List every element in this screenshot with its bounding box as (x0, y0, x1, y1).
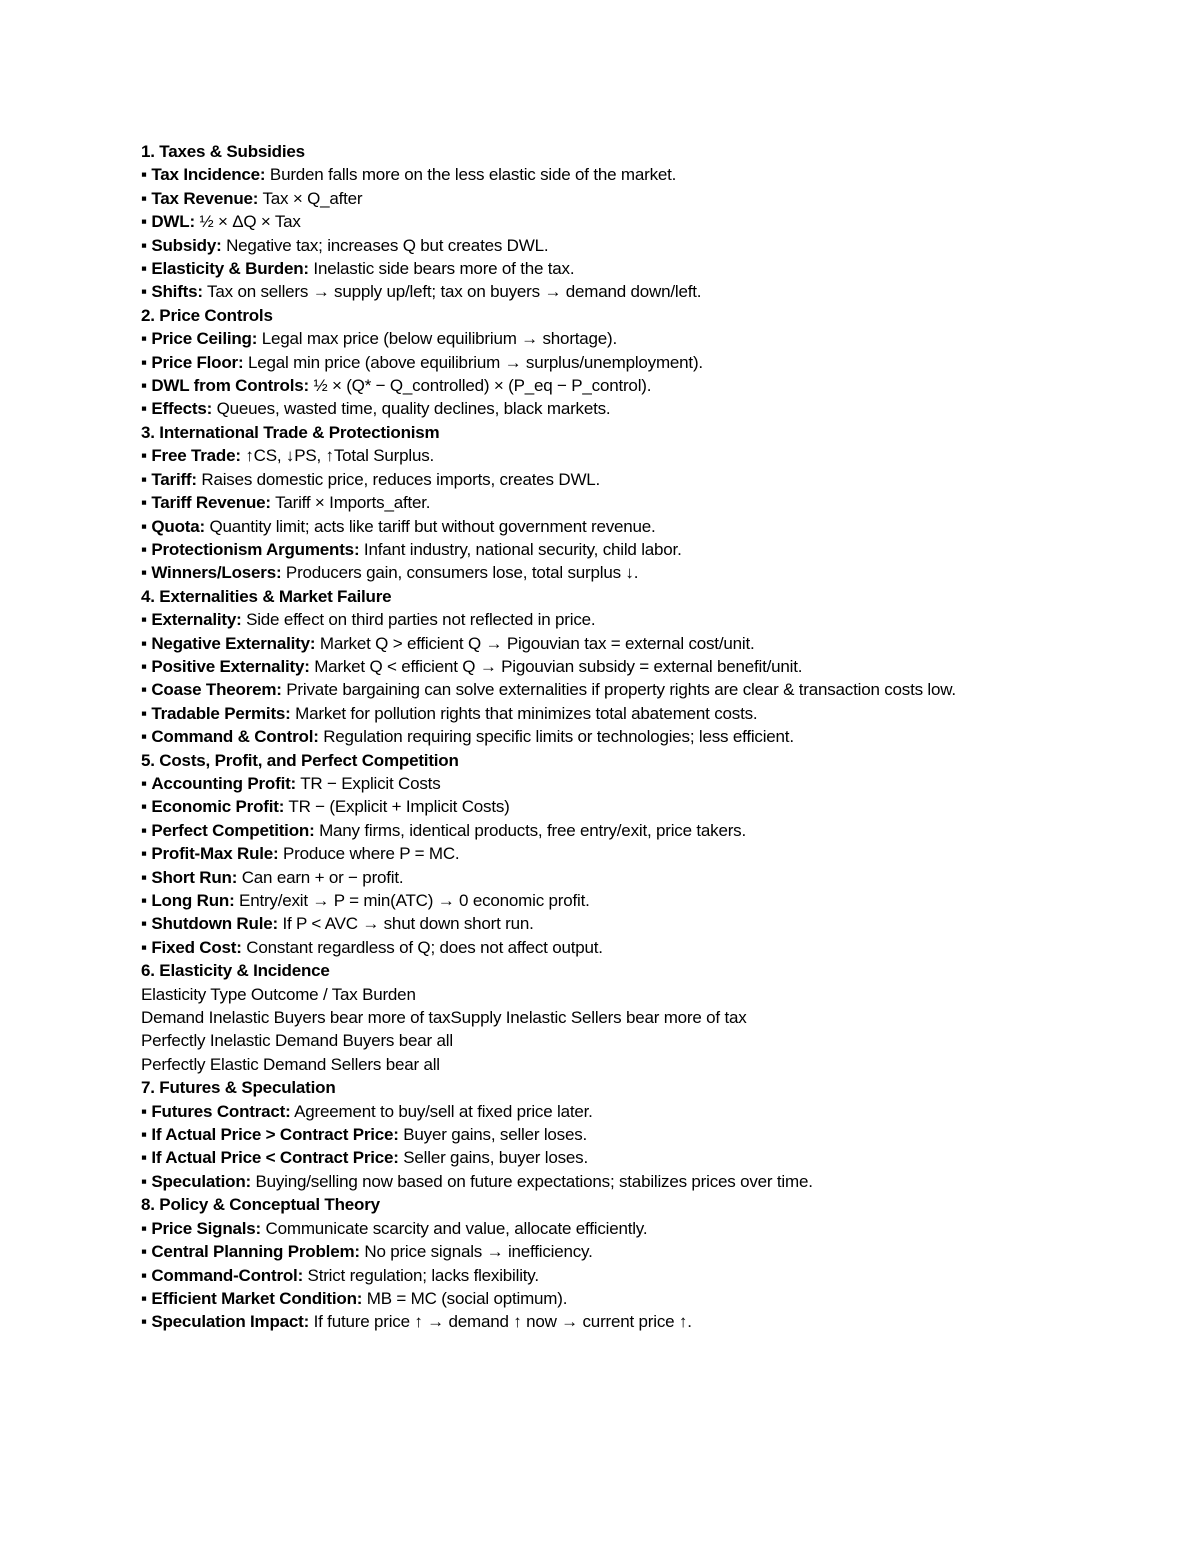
item-term: Positive Externality: (151, 656, 310, 676)
item-text: Market for pollution rights that minimizes total abatement costs. (290, 703, 758, 723)
item-text: Tax on sellers → supply up/left; tax on buyers → demand down/left. (202, 282, 702, 302)
item-term: Negative Externality: (151, 633, 316, 653)
item-text: Can earn + or − profit. (237, 867, 404, 887)
section-heading: 4. Externalities & Market Failure (141, 586, 392, 606)
bullet-marker: ▪ (141, 1171, 152, 1191)
bullet-item (141, 491, 1161, 514)
item-term: Elasticity & Burden: (151, 259, 309, 279)
item-term: Price Signals: (151, 1218, 261, 1238)
section-heading: 5. Costs, Profit, and Perfect Competition (141, 750, 459, 770)
item-text: Regulation requiring specific limits or technologies; less efficient. (318, 727, 794, 747)
bullet-item (141, 912, 1161, 935)
item-text: Market Q < efficient Q → Pigouvian subsidy = external benefit/unit. (309, 656, 803, 676)
item-text: ½ × (Q* − Q_controlled) × (P_eq − P_control). (308, 376, 652, 396)
bullet-item (141, 561, 1161, 584)
bullet-item (141, 515, 1161, 538)
bullet-item (141, 327, 1161, 350)
item-text: Agreement to buy/sell at fixed price later. (290, 1101, 593, 1121)
item-term: Tariff: (151, 469, 197, 489)
bullet-marker: ▪ (141, 188, 152, 208)
bullet-marker: ▪ (141, 1148, 152, 1168)
item-term: Tariff Revenue: (151, 493, 271, 513)
bullet-item (141, 397, 1161, 420)
item-term: Tradable Permits: (151, 703, 291, 723)
bullet-item (141, 866, 1161, 889)
item-term: Effects: (151, 399, 213, 419)
item-text: No price signals → inefficiency. (359, 1242, 593, 1262)
item-term: Central Planning Problem: (151, 1242, 360, 1262)
bullet-item (141, 889, 1161, 912)
bullet-marker: ▪ (141, 820, 152, 840)
item-term: Futures Contract: (151, 1101, 291, 1121)
item-term: If Actual Price > Contract Price: (151, 1125, 399, 1145)
item-text: Buyer gains, seller loses. (398, 1125, 588, 1145)
item-term: Command & Control: (151, 727, 319, 747)
bullet-marker: ▪ (141, 937, 152, 957)
bullet-marker: ▪ (141, 773, 152, 793)
section-heading: 3. International Trade & Protectionism (141, 422, 440, 442)
item-text: Burden falls more on the less elastic side of the market. (265, 165, 677, 185)
bullet-item (141, 1310, 1161, 1333)
bullet-marker: ▪ (141, 165, 152, 185)
item-text: Legal max price (below equilibrium → shortage). (257, 329, 618, 349)
bullet-item (141, 280, 1161, 303)
bullet-item (141, 795, 1161, 818)
bullet-marker: ▪ (141, 633, 152, 653)
bullet-marker: ▪ (141, 703, 152, 723)
item-text: Constant regardless of Q; does not affect output. (241, 937, 603, 957)
item-text: TR − (Explicit + Implicit Costs) (284, 797, 510, 817)
bullet-item (141, 819, 1161, 842)
item-term: DWL from Controls: (151, 376, 309, 396)
section-heading: 1. Taxes & Subsidies (141, 142, 305, 161)
bullet-item (141, 1100, 1161, 1123)
item-text: Private bargaining can solve externalities if property rights are clear & transaction costs low. (281, 680, 956, 700)
bullet-item (141, 1264, 1161, 1287)
bullet-marker: ▪ (141, 1125, 152, 1145)
item-text: Negative tax; increases Q but creates DWL. (221, 235, 549, 255)
bullet-item (141, 725, 1161, 748)
item-text: Tax × Q_after (258, 188, 363, 208)
item-text: Seller gains, buyer loses. (398, 1148, 589, 1168)
bullet-item (141, 1170, 1161, 1193)
bullet-item (141, 444, 1161, 467)
bullet-item (141, 842, 1161, 865)
bullet-item (141, 936, 1161, 959)
bullet-marker: ▪ (141, 563, 152, 583)
item-text: ½ × ΔQ × Tax (194, 212, 301, 232)
item-term: Tax Revenue: (151, 188, 259, 208)
item-text: Tariff × Imports_after. (270, 493, 431, 513)
item-term: Long Run: (151, 891, 235, 910)
bullet-item (141, 678, 1161, 701)
item-term: DWL: (151, 212, 195, 232)
bullet-item (141, 351, 1161, 374)
item-text: Produce where P = MC. (278, 844, 460, 864)
bullet-marker: ▪ (141, 282, 152, 302)
item-term: Tax Incidence: (151, 165, 266, 185)
bullet-item (141, 772, 1161, 795)
item-term: Profit-Max Rule: (151, 844, 279, 864)
item-text: TR − Explicit Costs (296, 773, 441, 793)
item-text: Communicate scarcity and value, allocate efficiently. (261, 1218, 648, 1238)
bullet-item (141, 374, 1161, 397)
bullet-item (141, 210, 1161, 233)
section-heading: 2. Price Controls (141, 305, 273, 325)
bullet-item (141, 1217, 1161, 1240)
plain-line: Demand Inelastic Buyers bear more of taxSupply Inelastic Sellers bear more of tax (141, 1008, 747, 1028)
bullet-marker: ▪ (141, 493, 152, 513)
bullet-item (141, 163, 1161, 186)
bullet-marker: ▪ (141, 1288, 152, 1308)
bullet-marker: ▪ (141, 516, 152, 536)
item-text: Quantity limit; acts like tariff but without government revenue. (204, 516, 656, 536)
bullet-item (141, 234, 1161, 257)
bullet-marker: ▪ (141, 656, 152, 676)
document-body (141, 140, 1161, 1334)
bullet-item (141, 538, 1161, 561)
bullet-marker: ▪ (141, 352, 152, 372)
item-term: Shifts: (151, 282, 203, 302)
item-text: Legal min price (above equilibrium → surplus/unemployment). (243, 352, 703, 372)
item-term: Speculation Impact: (151, 1312, 310, 1332)
item-term: If Actual Price < Contract Price: (151, 1148, 399, 1168)
bullet-marker: ▪ (141, 259, 152, 279)
item-text: ↑CS, ↓PS, ↑Total Surplus. (240, 446, 435, 466)
item-term: Winners/Losers: (151, 563, 282, 583)
item-term: Speculation: (151, 1171, 251, 1191)
item-text: MB = MC (social optimum). (362, 1288, 568, 1308)
item-term: Command-Control: (151, 1265, 304, 1285)
bullet-marker: ▪ (141, 469, 152, 489)
bullet-item (141, 608, 1161, 631)
bullet-marker: ▪ (141, 680, 152, 700)
bullet-item (141, 702, 1161, 725)
bullet-marker: ▪ (141, 844, 152, 864)
item-term: Quota: (151, 516, 205, 536)
item-text: If future price ↑ → demand ↑ now → current price ↑. (309, 1312, 692, 1332)
item-term: Efficient Market Condition: (151, 1288, 363, 1308)
item-term: Economic Profit: (151, 797, 285, 817)
bullet-marker: ▪ (141, 212, 152, 232)
item-text: Inelastic side bears more of the tax. (308, 259, 575, 279)
item-text: Buying/selling now based on future expectations; stabilizes prices over time. (250, 1171, 813, 1191)
bullet-marker: ▪ (141, 1242, 152, 1262)
item-text: Entry/exit → P = min(ATC) → 0 economic profit. (234, 891, 590, 910)
bullet-marker: ▪ (141, 727, 152, 747)
item-term: Free Trade: (151, 446, 241, 466)
item-text: Producers gain, consumers lose, total surplus ↓. (281, 563, 639, 583)
bullet-marker: ▪ (141, 539, 152, 559)
item-term: Accounting Profit: (151, 773, 297, 793)
plain-line: Perfectly Inelastic Demand Buyers bear all (141, 1031, 453, 1051)
bullet-marker: ▪ (141, 399, 152, 419)
item-term: Price Ceiling: (151, 329, 258, 349)
section-heading: 7. Futures & Speculation (141, 1078, 336, 1098)
item-text: Infant industry, national security, child labor. (359, 539, 682, 559)
item-text: If P < AVC → shut down short run. (277, 914, 534, 934)
bullet-item (141, 1240, 1161, 1263)
section-heading: 8. Policy & Conceptual Theory (141, 1195, 380, 1215)
bullet-marker: ▪ (141, 797, 152, 817)
bullet-item (141, 1123, 1161, 1146)
item-text: Raises domestic price, reduces imports, creates DWL. (196, 469, 601, 489)
bullet-marker: ▪ (141, 1312, 152, 1332)
item-term: Price Floor: (151, 352, 244, 372)
bullet-marker: ▪ (141, 446, 152, 466)
bullet-marker: ▪ (141, 235, 152, 255)
bullet-marker: ▪ (141, 376, 152, 396)
bullet-item (141, 257, 1161, 280)
bullet-item (141, 1146, 1161, 1169)
item-text: Market Q > efficient Q → Pigouvian tax = external cost/unit. (315, 633, 755, 653)
bullet-marker: ▪ (141, 891, 152, 910)
plain-line: Perfectly Elastic Demand Sellers bear all (141, 1054, 440, 1074)
bullet-marker: ▪ (141, 914, 152, 934)
bullet-marker: ▪ (141, 1101, 152, 1121)
section-heading: 6. Elasticity & Incidence (141, 961, 330, 981)
bullet-marker: ▪ (141, 610, 152, 630)
item-term: Subsidy: (151, 235, 222, 255)
item-term: Externality: (151, 610, 242, 630)
bullet-item (141, 468, 1161, 491)
item-term: Coase Theorem: (151, 680, 282, 700)
plain-line: Elasticity Type Outcome / Tax Burden (141, 984, 416, 1004)
bullet-marker: ▪ (141, 329, 152, 349)
bullet-marker: ▪ (141, 867, 152, 887)
item-term: Short Run: (151, 867, 238, 887)
item-term: Fixed Cost: (151, 937, 242, 957)
bullet-item (141, 187, 1161, 210)
item-text: Strict regulation; lacks flexibility. (303, 1265, 539, 1285)
bullet-marker: ▪ (141, 1218, 152, 1238)
bullet-marker: ▪ (141, 1265, 152, 1285)
item-term: Shutdown Rule: (151, 914, 278, 934)
bullet-item (141, 1287, 1161, 1310)
item-text: Side effect on third parties not reflected in price. (241, 610, 596, 630)
item-term: Protectionism Arguments: (151, 539, 360, 559)
bullet-item (141, 632, 1161, 655)
item-term: Perfect Competition: (151, 820, 315, 840)
item-text: Queues, wasted time, quality declines, black markets. (212, 399, 611, 419)
bullet-item (141, 655, 1161, 678)
item-text: Many firms, identical products, free entry/exit, price takers. (314, 820, 746, 840)
